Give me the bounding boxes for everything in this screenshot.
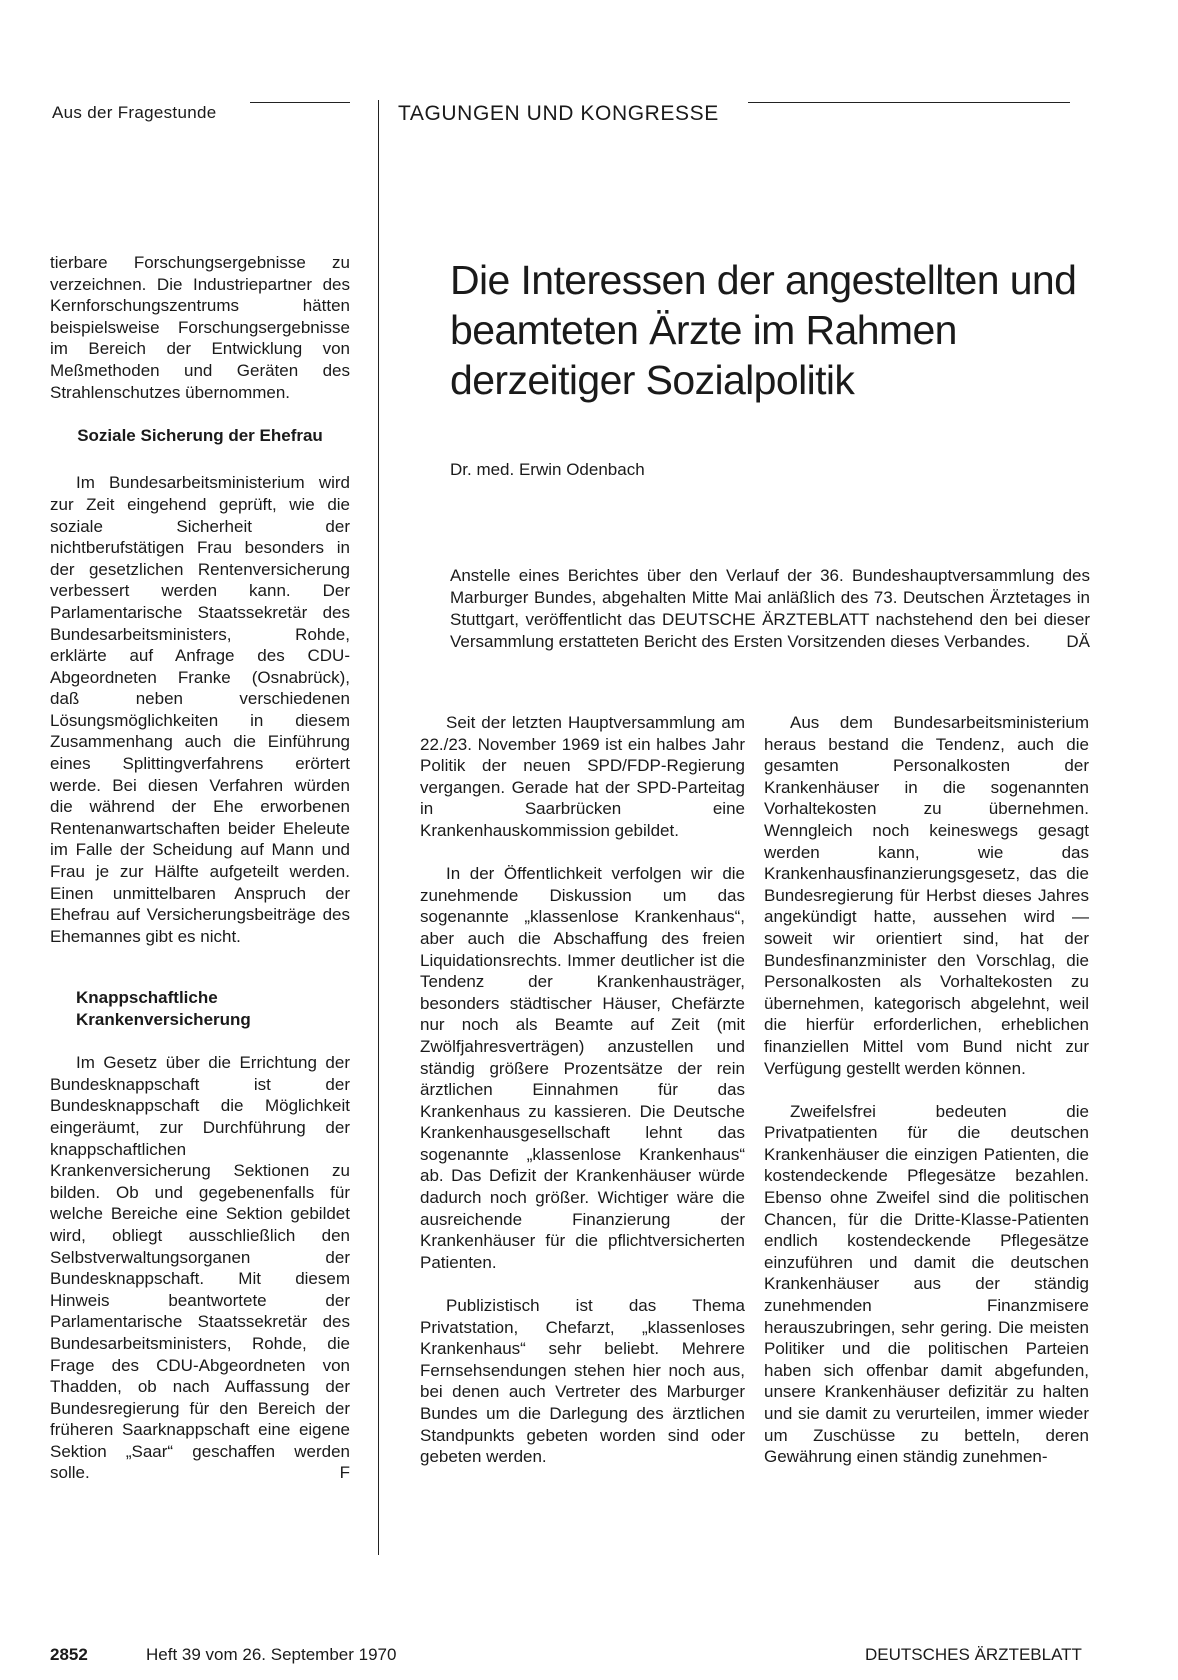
article-intro — [450, 565, 1090, 653]
left-paragraph-3: Im Gesetz über die Errichtung der Bundesknappschaft ist der Bundesknappschaft die Möglichkeit eingeräumt, zur Durchführung der knappschaftlichen Krankenversicherung Sektionen zu bilden. Ob und gegebenenfalls für welche Bereiche eine Sektion gebildet wird, obliegt ausschließlich den Selbstverwaltungsorganen der Bundesknappschaft. Mit diesem Hinweis beantwortete der Parlamentarische Staatssekretär des Bundesarbeitsministers, Rohde, die Frage des CDU-Abgeordneten von Thadden, ob nach Auffassung der Bundesregierung für den Bereich der früheren Saarknappschaft eine eigene Sektion „Saar“ geschaffen werden solle. — [50, 1053, 350, 1483]
article-column-1 — [420, 712, 745, 1489]
journal-name: DEUTSCHES ÄRZTEBLATT — [865, 1645, 1082, 1664]
article-title: Die Interessen der angestellten und beamteten Ärzte im Rahmen derzeitiger Sozialpolitik — [450, 257, 1077, 403]
issue-info: Heft 39 vom 26. September 1970 — [146, 1645, 397, 1664]
col1-paragraph-3: Publizistisch ist das Thema Privatstation, Chefarzt, „klassenloses Krankenhaus“ sehr beliebt. Mehrere Fernsehsendungen stehen hier noch aus, bei denen auch Vertreter des Marburger Bundes um die Darlegung des ärztlichen Standpunkts gebeten worden sind oder gebeten werden. — [420, 1296, 745, 1467]
left-heading-2: Knappschaftliche Krankenversicherung — [76, 988, 251, 1029]
article-author: Dr. med. Erwin Odenbach — [450, 460, 645, 479]
left-heading-1: Soziale Sicherung der Ehefrau — [77, 425, 323, 445]
article-column-2 — [764, 712, 1089, 1489]
left-paragraph-2: Im Bundesarbeitsministerium wird zur Zeit eingehend geprüft, wie die soziale Sicherheit der nichtberufstätigen Frau besonders in der gesetzlichen Rentenversicherung verbessert werden kann. Der Parlamentarische Staatssekretär des Bundesarbeitsministers, Rohde, erklärte auf Anfrage des CDU-Abgeordneten Franke (Osnabrück), daß neben verschiedenen Lösungsmöglichkeiten in diesem Zusammenhang auch die Einführung eines Splittingverfahrens erörtert werde. Bei diesen Verfahren würden die während der Ehe erworbenen Rentenanwartschaften beider Eheleute im Falle der Scheidung auf Mann und Frau je zur Hälfte aufgeteilt werden. Einen unmittelbaren Anspruch der Ehefrau auf Versicherungsbeiträge des Ehemannes gibt es nicht. — [50, 473, 350, 946]
section-heading: TAGUNGEN UND KONGRESSE — [398, 102, 719, 125]
left-paragraph-1: tierbare Forschungsergebnisse zu verzeichnen. Die Industriepartner des Kernforschungszentrums hätten beispielsweise Forschungsergebnisse im Bereich der Entwicklung von Meßmethoden und Geräten des Strahlenschutzes übernommen. — [50, 253, 350, 402]
left-column — [50, 252, 350, 1484]
col1-paragraph-2: In der Öffentlichkeit verfolgen wir die zunehmende Diskussion um das sogenannte „klassenlose Krankenhaus“, aber auch die Abschaffung des freien Liquidationsrechts. Immer deutlicher ist die Tendenz der Krankenhausträger, besonders städtischer Häuser, Chefärzte nur noch als Beamte auf Zeit (mit Zwölfjahresverträgen) anzustellen und ständig größere Prozentsätze der rein ärztlichen Einnahmen für das Krankenhaus zu kassieren. Die Deutsche Krankenhausgesellschaft lehnt das sogenannte „klassenlose Krankenhaus“ ab. Das Defizit der Krankenhäuser würde dadurch noch größer. Wichtiger wäre die ausreichende Finanzierung der Krankenhäuser für die pflichtversicherten Patienten. — [420, 864, 745, 1272]
column-divider — [378, 100, 379, 1555]
col2-paragraph-2: Zweifelsfrei bedeuten die Privatpatienten für die deutschen Krankenhäuser die einzigen Patienten, die kostendeckende Pflegesätze bezahlen. Ebenso ohne Zweifel sind die politischen Chancen, für die Dritte-Klasse-Patienten endlich kostendeckende Pflegesätze einzuführen und damit die deutschen Krankenhäuser aus der ständig zunehmenden Finanzmisere herauszubringen, sehr gering. Die meisten Politiker und die politischen Parteien haben sich offenbar damit abgefunden, unsere Krankenhäuser defizitär zu halten und sie damit zu verurteilen, immer wieder um Zuschüsse zu betteln, deren Gewährung einen ständig zunehmen- — [764, 1101, 1089, 1467]
page-number: 2852 — [50, 1645, 88, 1664]
kicker-rule — [250, 102, 350, 103]
section-rule — [748, 102, 1070, 103]
left-signature: F — [339, 1463, 350, 1483]
intro-signature: DÄ — [1066, 632, 1090, 651]
intro-text: Anstelle eines Berichtes über den Verlauf der 36. Bundeshauptversammlung des Marburger Bundes, abgehalten Mitte Mai anläßlich des 73. Deutschen Ärztetages in Stuttgart, veröffentlicht das DEUTSCHE ÄRZTEBLATT nachstehend den bei dieser Versammlung erstatteten Bericht des Ersten Vorsitzenden dieses Verbandes. — [450, 566, 1090, 651]
col1-paragraph-1: Seit der letzten Hauptversammlung am 22./23. November 1969 ist ein halbes Jahr Politik der neuen SPD/FDP-Regierung vergangen. Gerade hat der SPD-Parteitag in Saarbrücken eine Krankenhauskommission gebildet. — [420, 713, 745, 840]
section-kicker-left: Aus der Fragestunde — [52, 103, 217, 122]
col2-paragraph-1: Aus dem Bundesarbeitsministerium heraus bestand die Tendenz, auch die gesamten Personalkosten der Krankenhäuser in die sogenannten Vorhaltekosten zu übernehmen. Wenngleich noch keineswegs gesagt werden kann, wie das Krankenhausfinanzierungsgesetz, das die Bundesregierung für Herbst dieses Jahres angekündigt hatte, aussehen wird — soweit wir orientiert sind, hat der Bundesfinanzminister den Vorschlag, die Personalkosten als Vorhaltekosten zu übernehmen, kategorisch abgelehnt, weil die hierfür erforderlichen, erheblichen finanziellen Mittel vom Bund nicht zur Verfügung gestellt werden können. — [764, 713, 1089, 1078]
